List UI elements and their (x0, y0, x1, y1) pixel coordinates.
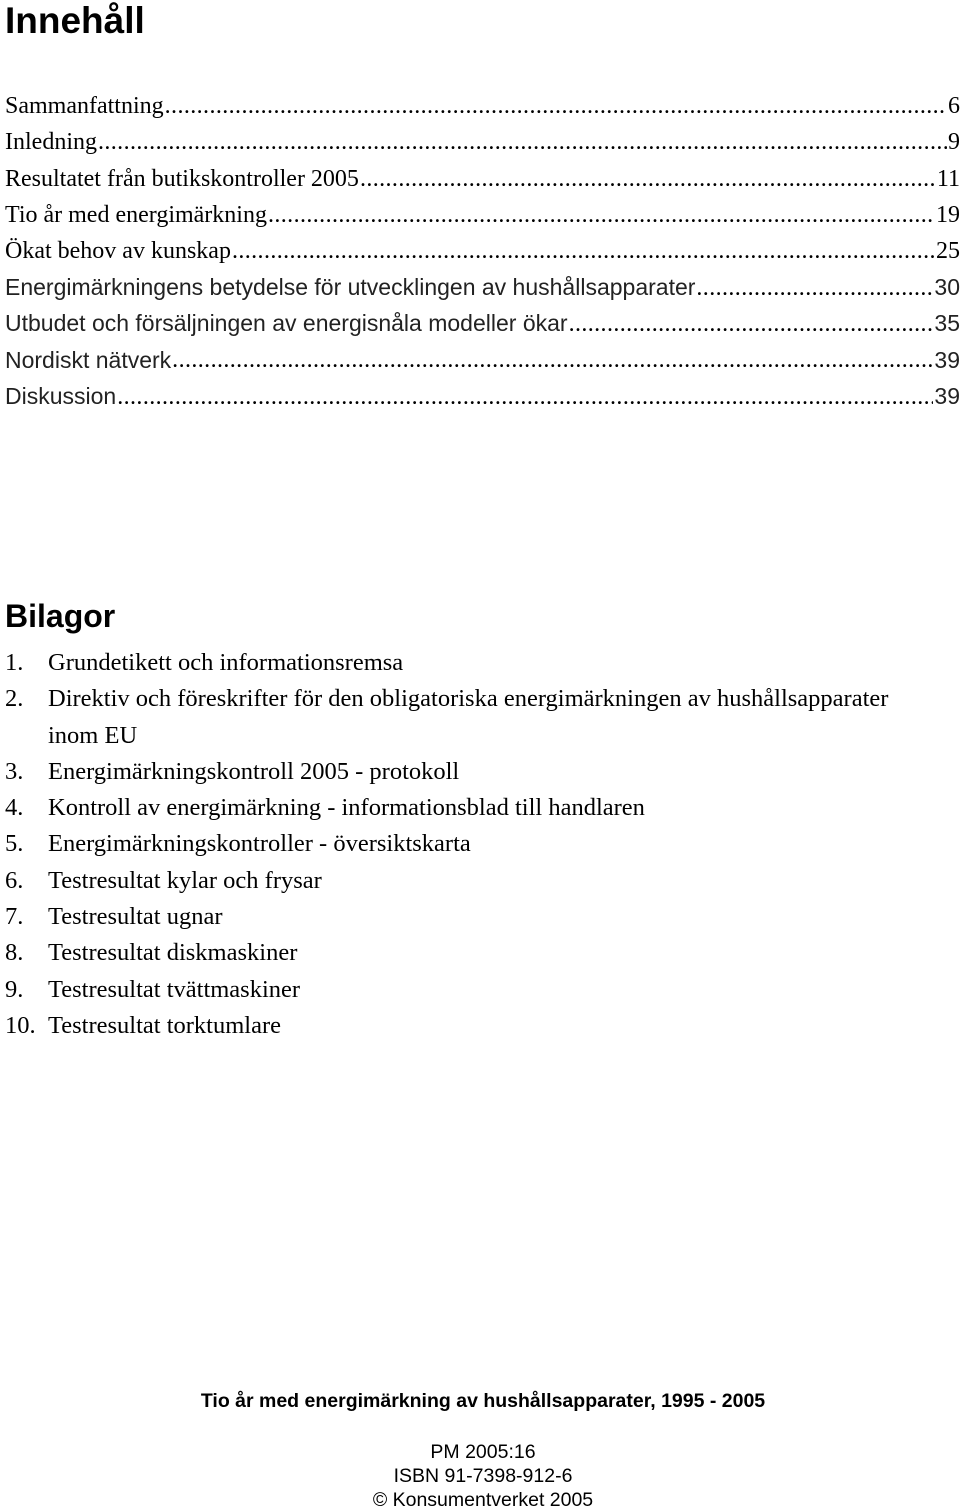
toc-entry-title: Utbudet och försäljningen av energisnåla modeller ökar (5, 310, 568, 337)
toc-entry-page: 6 (948, 93, 960, 120)
appendix-item[interactable] (5, 754, 905, 790)
appendix-item[interactable] (5, 863, 905, 899)
dot-leader (232, 239, 935, 263)
toc-entry-title: Diskussion (5, 383, 117, 410)
appendix-heading: Bilagor (5, 598, 116, 634)
appendix-list (5, 645, 905, 1044)
table-of-contents (5, 88, 960, 415)
appendix-number: 7. (5, 903, 24, 931)
dot-leader (172, 348, 933, 372)
appendix-title: Energimärkningskontroller - översiktskarta (48, 830, 471, 858)
toc-entry-title: Resultatet från butikskontroller 2005 (5, 165, 359, 192)
appendix-number: 8. (5, 939, 24, 967)
isbn: ISBN 91-7398-912-6 (393, 1465, 573, 1487)
toc-entry-page: 39 (934, 383, 960, 410)
toc-entry[interactable] (5, 269, 960, 305)
appendix-number: 10. (5, 1011, 36, 1039)
toc-entry-page: 30 (934, 274, 960, 301)
toc-entry-title: Inledning (5, 129, 97, 156)
appendix-title: Grundetikett och informationsremsa (48, 649, 404, 676)
toc-entry-page: 11 (936, 165, 960, 192)
toc-entry[interactable] (5, 233, 960, 269)
toc-entry[interactable] (5, 197, 960, 233)
appendix-title: Testresultat tvättmaskiner (48, 975, 301, 1003)
appendix-item[interactable] (5, 645, 905, 681)
toc-entry-title: Tio år med energimärkning (5, 202, 267, 229)
appendix-title: Energimärkningskontroll 2005 - protokoll (48, 757, 460, 785)
appendix-number: 5. (5, 830, 24, 858)
toc-entry[interactable] (5, 378, 960, 414)
appendix-number: 1. (5, 649, 24, 676)
dot-leader (165, 94, 947, 118)
appendix-item[interactable] (5, 972, 905, 1008)
appendix-item[interactable] (5, 681, 905, 754)
toc-entry-page: 39 (934, 346, 960, 373)
toc-entry[interactable] (5, 88, 960, 124)
appendix-title: Testresultat diskmaskiner (48, 939, 298, 967)
toc-entry-title: Sammanfattning (5, 93, 164, 120)
appendix-title: Kontroll av energimärkning - informationsblad till handlaren (48, 794, 645, 822)
appendix-item[interactable] (5, 899, 905, 935)
toc-entry[interactable] (5, 124, 960, 160)
toc-entry[interactable] (5, 342, 960, 378)
report-number: PM 2005:16 (430, 1441, 536, 1463)
appendix-number: 2. (5, 685, 24, 713)
appendix-item[interactable] (5, 1008, 905, 1044)
appendix-title: Testresultat ugnar (48, 903, 223, 931)
toc-entry-page: 19 (936, 202, 960, 229)
appendix-item[interactable] (5, 935, 905, 971)
toc-entry-page: 9 (948, 129, 960, 156)
toc-entry[interactable] (5, 306, 960, 342)
toc-entry[interactable] (5, 161, 960, 197)
appendix-item[interactable] (5, 790, 905, 826)
dot-leader (117, 385, 933, 409)
toc-entry-page: 25 (936, 238, 960, 265)
appendix-item[interactable] (5, 826, 905, 862)
appendix-title: Testresultat kylar och frysar (48, 866, 322, 894)
appendix-number: 9. (5, 975, 24, 1003)
appendix-number: 3. (5, 757, 24, 785)
toc-entry-title: Nordiskt nätverk (5, 346, 172, 373)
toc-entry-title: Ökat behov av kunskap (5, 238, 231, 265)
copyright: © Konsumentverket 2005 (372, 1489, 594, 1511)
publication-info (0, 1440, 960, 1512)
appendix-number: 6. (5, 866, 24, 894)
toc-entry-title: Energimärkningens betydelse för utvecklingen av hushållsapparater (5, 274, 696, 301)
dot-leader (696, 276, 933, 300)
dot-leader (569, 312, 934, 336)
dot-leader (98, 130, 947, 154)
appendix-number: 4. (5, 794, 24, 822)
dot-leader (268, 203, 935, 227)
appendix-title: Testresultat torktumlare (48, 1011, 282, 1039)
dot-leader (360, 167, 936, 191)
page-title: Innehåll (5, 0, 145, 41)
appendix-title: Direktiv och föreskrifter för den obligatoriska energimärkningen av hushållsapparater inom EU (48, 685, 889, 749)
report-title: Tio år med energimärkning av hushållsapparater, 1995 - 2005 (200, 1390, 766, 1412)
toc-entry-page: 35 (934, 310, 960, 337)
